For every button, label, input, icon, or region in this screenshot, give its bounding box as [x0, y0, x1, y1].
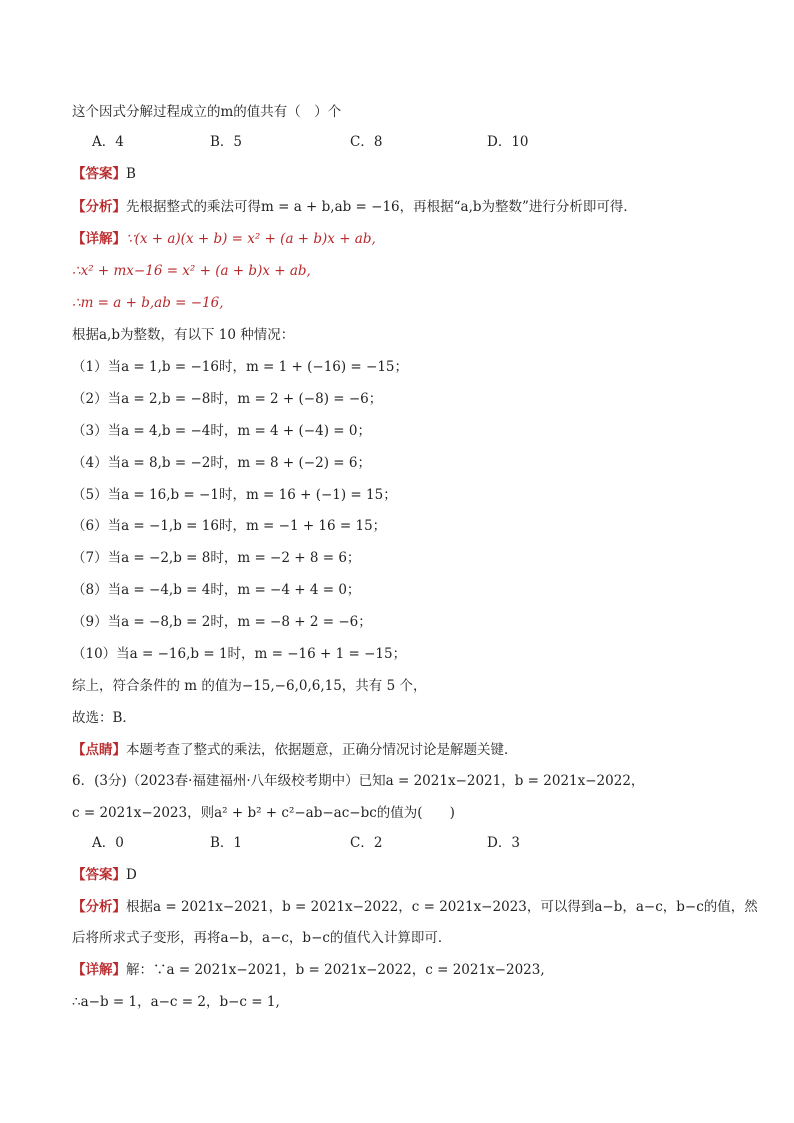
- case-3: （3）当a = 4,b = −4时，m = 4 + (−4) = 0；: [72, 423, 371, 439]
- case-7: （7）当a = −2,b = 8时，m = −2 + 8 = 6；: [72, 550, 361, 566]
- case-10: （10）当a = −16,b = 1时，m = −16 + 1 = −15；: [72, 646, 407, 662]
- q6-option-b: B．1: [210, 835, 243, 851]
- q6-analysis-line-2: 后将所求式子变形，再将a−b，a−c，b−c的值代入计算即可．: [72, 930, 452, 946]
- analysis-text: 先根据整式的乘法可得m = a + b,ab = −16，再根据“a,b为整数”进行分析即可得．: [126, 199, 637, 215]
- formula: ∵(x + a)(x + b) = x² + (a + b)x + ab,: [126, 231, 376, 247]
- answer-tag: 【答案】: [72, 867, 126, 883]
- case-8: （8）当a = −4,b = 4时，m = −4 + 4 = 0；: [72, 582, 361, 598]
- q5-analysis: [72, 197, 754, 217]
- formula: ∴x² + mx−16 = x² + (a + b)x + ab,: [72, 263, 311, 279]
- detail-tag: 【详解】: [72, 231, 126, 247]
- analysis-tag: 【分析】: [72, 899, 126, 915]
- q6-option-c: C．2: [350, 835, 383, 851]
- detail-text: 解：∵a = 2021x−2021，b = 2021x−2022，c = 2021x−2023,: [126, 962, 545, 978]
- case-4: （4）当a = 8,b = −2时，m = 8 + (−2) = 6；: [72, 455, 371, 471]
- q5-detail-line-3: [72, 293, 754, 313]
- case-1: （1）当a = 1,b = −16时，m = 1 + (−16) = −15；: [72, 359, 409, 375]
- q6-stem-line-1: 6．(3分)（2023春·福建福州·八年级校考期中）已知a = 2021x−2021，b = 2021x−2022，: [72, 773, 645, 789]
- answer-value: B: [126, 166, 136, 182]
- case-5: （5）当a = 16,b = −1时，m = 16 + (−1) = 15；: [72, 487, 397, 503]
- q5-comment: [72, 740, 754, 760]
- q6-answer: [72, 865, 754, 885]
- q5-stem: 这个因式分解过程成立的m的值共有（ ）个: [72, 104, 342, 120]
- answer-value: D: [126, 867, 137, 883]
- q6-detail-line-1: [72, 960, 754, 980]
- comment-text: 本题考查了整式的乘法，依据题意，正确分情况讨论是解题关键．: [126, 742, 518, 758]
- case-6: （6）当a = −1,b = 16时，m = −1 + 16 = 15；: [72, 518, 387, 534]
- q5-detail-line-2: [72, 261, 754, 281]
- q5-option-c: C．8: [350, 134, 383, 150]
- q5-option-b: B．5: [210, 134, 243, 150]
- case-9: （9）当a = −8,b = 2时，m = −8 + 2 = −6；: [72, 614, 372, 630]
- q5-answer: [72, 164, 754, 184]
- answer-tag: 【答案】: [72, 166, 126, 182]
- q5-detail-line-1: [72, 229, 754, 249]
- q5-choice: 故选：B．: [72, 710, 136, 726]
- q5-option-d: D．10: [487, 134, 529, 150]
- comment-tag: 【点睛】: [72, 742, 126, 758]
- analysis-text: 根据a = 2021x−2021，b = 2021x−2022，c = 2021x−2023，可以得到a−b，a−c，b−c的值，然: [126, 899, 758, 915]
- q6-stem-line-2: c = 2021x−2023，则a² + b² + c²−ab−ac−bc的值为( ): [72, 805, 455, 821]
- q5-detail-line-4: 根据a,b为整数，有以下 10 种情况：: [72, 327, 295, 343]
- q5-option-a: A．4: [92, 134, 124, 150]
- formula: ∴m = a + b,ab = −16,: [72, 295, 224, 311]
- detail-tag: 【详解】: [72, 962, 126, 978]
- analysis-tag: 【分析】: [72, 199, 126, 215]
- q6-detail-line-2: ∴a−b = 1，a−c = 2，b−c = 1,: [72, 994, 280, 1010]
- q5-summary: 综上，符合条件的 m 的值为−15,−6,0,6,15，共有 5 个，: [72, 678, 427, 694]
- q6-option-a: A．0: [92, 835, 124, 851]
- q6-option-d: D．3: [487, 835, 520, 851]
- case-2: （2）当a = 2,b = −8时，m = 2 + (−8) = −6；: [72, 391, 383, 407]
- q6-analysis-line-1: [72, 897, 758, 917]
